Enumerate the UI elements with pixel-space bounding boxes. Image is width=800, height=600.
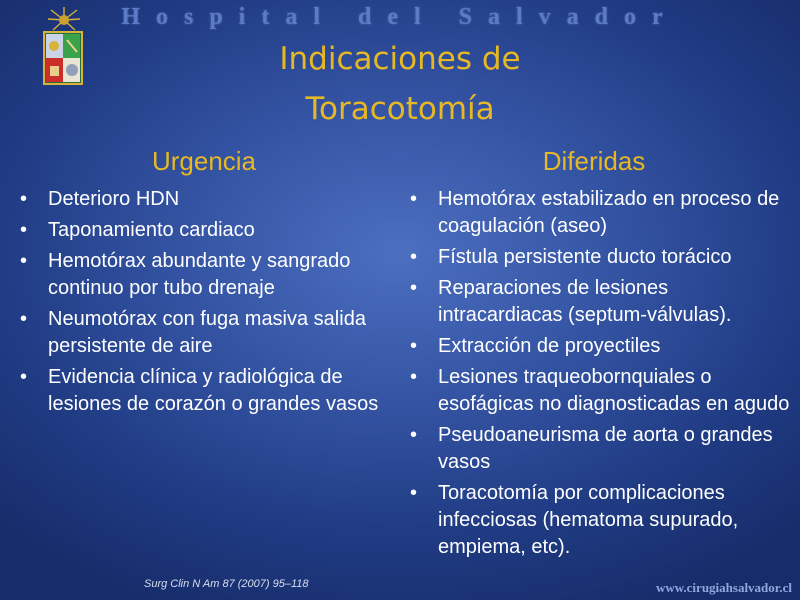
university-shield-icon	[42, 30, 84, 86]
diferidas-heading: Diferidas	[542, 146, 646, 176]
list-item-text: Extracción de proyectiles	[438, 335, 661, 357]
list-item-text: Hemotórax estabilizado en proceso de coagulación (aseo)	[438, 188, 780, 237]
list-item-text: Deterioro HDN	[48, 188, 180, 210]
list-item-text: Evidencia clínica y radiológica de lesiones de corazón o grandes vasos	[48, 366, 379, 415]
list-item-text: Taponamiento cardiaco	[48, 219, 255, 241]
bullet-icon: •	[20, 308, 28, 330]
website-link[interactable]: www.cirugiahsalvador.cl	[655, 580, 792, 595]
bullet-icon: •	[410, 246, 418, 268]
urgencia-column	[14, 186, 394, 422]
urgencia-list	[14, 186, 394, 418]
list-item	[14, 364, 394, 418]
bullet-icon: •	[20, 366, 28, 388]
list-item-text: Lesiones traqueobornquiales o esofágicas no diagnosticadas en agudo	[438, 366, 790, 415]
list-item	[404, 364, 796, 418]
list-item-text: Fístula persistente ducto torácico	[438, 246, 732, 268]
list-item	[404, 186, 796, 240]
list-item-text: Toracotomía por complicaciones infecciosas (hematoma supurado, empiema, etc).	[438, 482, 739, 558]
bullet-icon: •	[410, 335, 418, 357]
list-item	[404, 275, 796, 329]
diferidas-list	[404, 186, 796, 561]
hospital-brand-header: Hospital del Salvador	[121, 4, 679, 30]
bullet-icon: •	[410, 277, 418, 299]
list-item	[14, 217, 394, 244]
list-item	[14, 186, 394, 213]
diferidas-column	[404, 186, 796, 565]
list-item	[404, 244, 796, 271]
urgencia-heading: Urgencia	[151, 146, 257, 176]
bullet-icon: •	[20, 188, 28, 210]
bullet-icon: •	[20, 250, 28, 272]
reference-citation: Surg Clin N Am 87 (2007) 95–118	[144, 578, 309, 590]
list-item-text: Reparaciones de lesiones intracardiacas (septum-válvulas).	[438, 277, 732, 326]
bullet-icon: •	[20, 219, 28, 241]
bullet-icon: •	[410, 424, 418, 446]
list-item-text: Hemotórax abundante y sangrado continuo por tubo drenaje	[48, 250, 351, 299]
list-item	[14, 248, 394, 302]
bullet-icon: •	[410, 188, 418, 210]
slide-title	[150, 34, 650, 134]
list-item	[14, 306, 394, 360]
bullet-icon: •	[410, 366, 418, 388]
list-item	[404, 422, 796, 476]
list-item	[404, 333, 796, 360]
title-line-2: Toracotomía	[305, 91, 495, 127]
list-item-text: Pseudoaneurisma de aorta o grandes vasos	[438, 424, 773, 473]
list-item-text: Neumotórax con fuga masiva salida persistente de aire	[48, 308, 366, 357]
title-line-1: Indicaciones de	[279, 41, 521, 77]
list-item	[404, 480, 796, 561]
bullet-icon: •	[410, 482, 418, 504]
